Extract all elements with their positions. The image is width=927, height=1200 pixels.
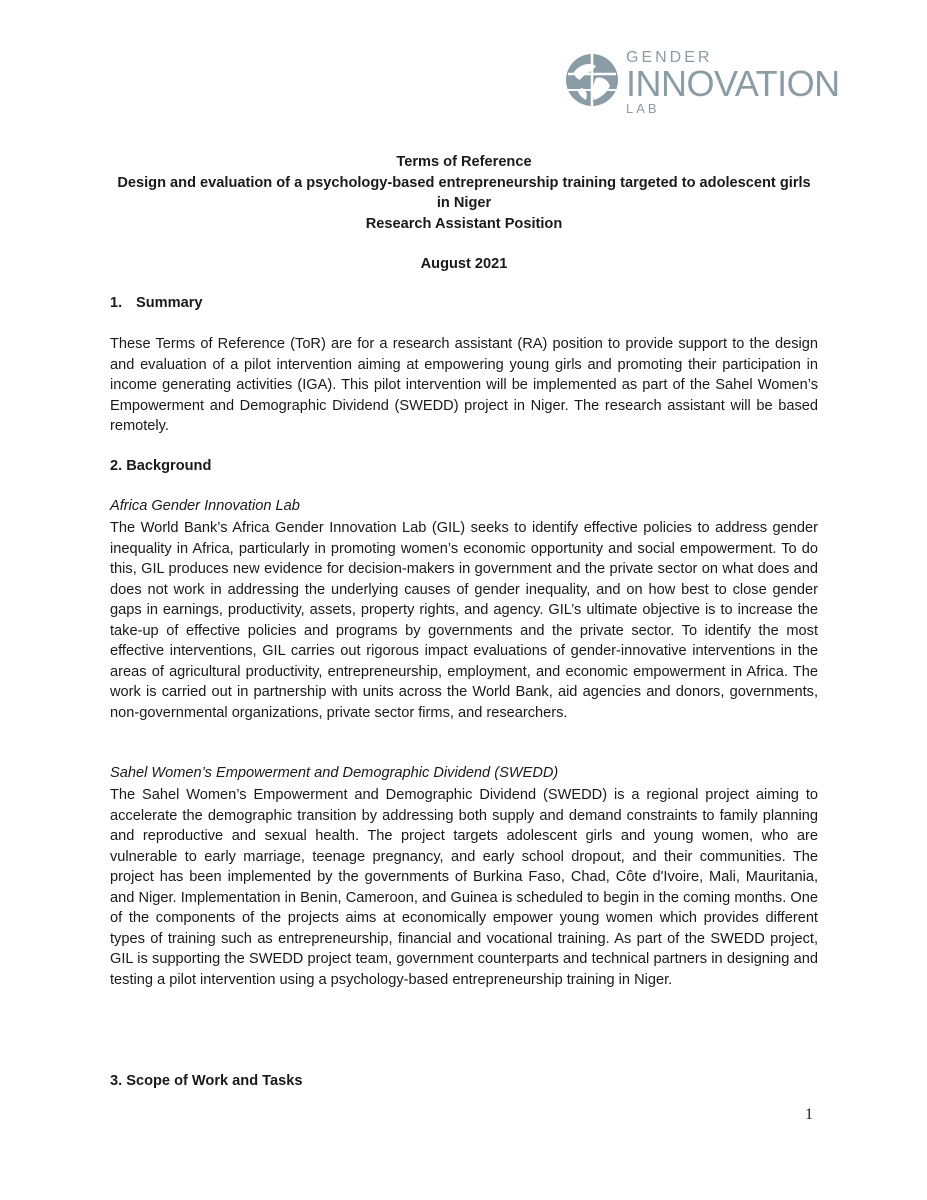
section-background-heading: 2. Background [110, 458, 212, 474]
globe-icon [562, 50, 622, 110]
section-summary-heading [110, 295, 203, 311]
section-title: Summary [136, 295, 203, 311]
document-date: August 2021 [420, 256, 508, 272]
title-line-2: Design and evaluation of a psychology-based entrepreneurship training targeted to adolescent girls in Niger [117, 174, 811, 211]
logo-lab-text: LAB [626, 101, 660, 116]
gender-innovation-lab-logo [562, 48, 840, 116]
gil-paragraph: The World Bank’s Africa Gender Innovation Lab (GIL) seeks to identify effective policies to address gender inequality in Africa, particularly in promoting women’s economic opportunity and social empowerment. To do this, GIL produces new evidence for decision-makers in government and the private sector on what does and does not work in addressing the underlying causes of gender inequality, and on how best to close gender gaps in earnings, productivity, assets, property rights, and agency. GIL’s ultimate objective is to increase the take-up of effective policies and programs by governments and the private sector. To identify the most effective interventions, GIL carries out rigorous impact evaluations of gender-innovative interventions in the areas of agricultural productivity, entrepreneurship, employment, and economic empowerment in Africa. The work is carried out in partnership with units across the World Bank, aid agencies and donors, governments, non-governmental organizations, private sector firms, and researchers. [110, 520, 818, 721]
page-number: 1 [805, 1106, 813, 1123]
logo-gender-text: GENDER [626, 49, 713, 66]
swedd-paragraph: The Sahel Women’s Empowerment and Demographic Dividend (SWEDD) is a regional project aiming to accelerate the demographic transition by addressing both supply and demand constraints to family planning and reproductive and sexual health. The project targets adolescent girls and young women, who are vulnerable to early marriage, teenage pregnancy, and early school dropout, and their communities. The project has been implemented by the governments of Burkina Faso, Chad, Côte d'Ivoire, Mali, Mauritania, and Niger. Implementation in Benin, Cameroon, and Guinea is scheduled to begin in the coming months. One of the components of the projects aims at economically empower young women which provides different types of training such as entrepreneurship, financial and vocational training. As part of the SWEDD project, GIL is supporting the SWEDD project team, government counterparts and technical partners in designing and testing a pilot intervention using a psychology-based entrepreneurship training in Niger. [110, 787, 818, 988]
section-number: 1. [110, 295, 123, 311]
logo-innovation-text: INNOVATION [626, 63, 840, 104]
summary-paragraph: These Terms of Reference (ToR) are for a research assistant (RA) position to provide support to the design and evaluation of a pilot intervention aiming at empowering young girls and promoting their participation in income generating activities (IGA). This pilot intervention will be implemented as part of the Sahel Women’s Empowerment and Demographic Dividend (SWEDD) project in Niger. The research assistant will be based remotely. [110, 336, 818, 434]
gil-subheading: Africa Gender Innovation Lab [110, 498, 300, 514]
section-scope-heading: 3. Scope of Work and Tasks [110, 1073, 303, 1089]
document-title [110, 152, 818, 234]
title-line-3: Research Assistant Position [365, 215, 563, 232]
swedd-subheading: Sahel Women’s Empowerment and Demographic Dividend (SWEDD) [110, 765, 559, 781]
logo-wordmark [626, 48, 840, 115]
title-line-1: Terms of Reference [396, 154, 532, 170]
